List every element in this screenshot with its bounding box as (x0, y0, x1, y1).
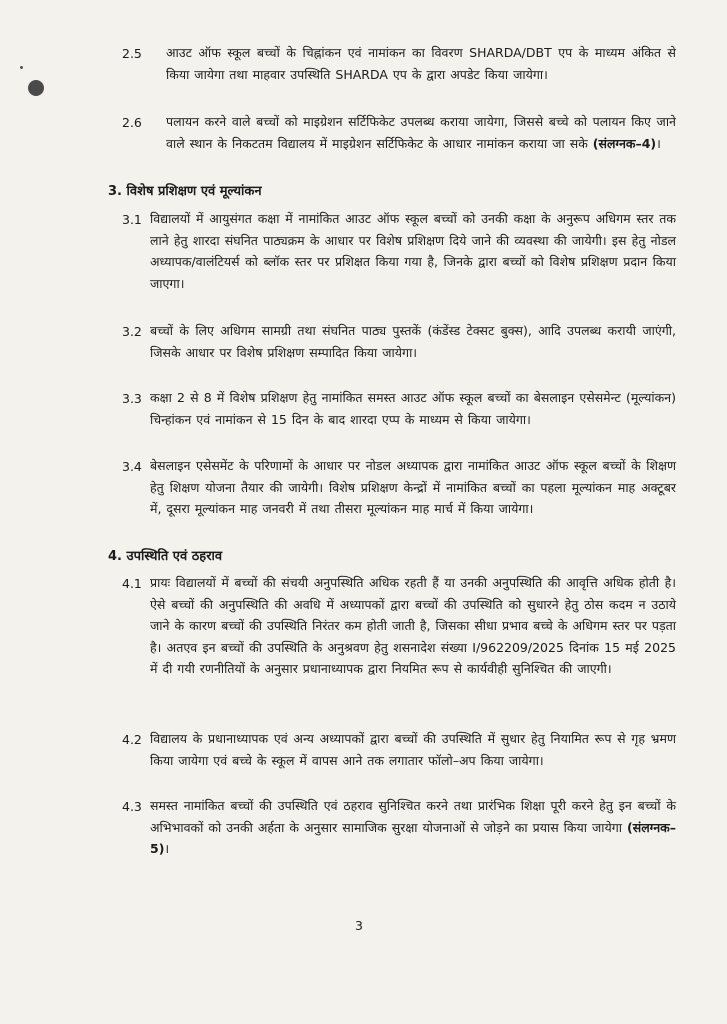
annexure-ref: (संलग्नक–5) (150, 819, 676, 856)
item-number: 3.4 (122, 459, 142, 474)
item-number: 4.2 (122, 732, 142, 747)
paragraph-3-2: बच्चों के लिए अधिगम सामग्री तथा संघनित पाठ्य पुस्तकें (कंडेंस्ड टेक्सट बुक्स), आदि उपलब्ध करायी जाएंगी, जिसके आधार पर विशेष प्रशिक्षण सम्पादित किया जायेगा। (150, 323, 676, 360)
paragraph-4-1: प्रायः विद्यालयों में बच्चों की संचयी अनुपस्थिति अधिक रहती हैं या उनकी अनुपस्थिति की आवृत्ति अधिक होती है। ऐसे बच्चों की अनुपस्थिति की अवधि में अध्यापकों द्वारा बच्चों की उपस्थिति को सुधारने हेतु ठोस कदम न उठाये जाने के कारण बच्चों की उपस्थिति निरंतर कम होती जाती है, जिसका सीधा प्रभाव बच्चे के अधिगम स्तर पर पड़ता है। अतएव इन बच्चों की उपस्थिति के अनुश्रवण हेतु शसनादेश संख्या I/962209/2025 दिनांक 15 मई 2025 में दी गयी रणनीतियों के अनुसार प्रधानाध्यापक द्वारा नियमित रूप से कार्यवीही सुनिश्चित की जाएगी। (150, 575, 676, 676)
paragraph-3-3: कक्षा 2 से 8 में विशेष प्रशिक्षण हेतु नामांकित समस्त आउट ऑफ स्कूल बच्चों का बेसलाइन एसेसमेन्ट (मूल्यांकन) चिन्हांकन एवं नामांकन से 15 दिन के बाद शारदा एप्प के माध्यम से किया जायेगा। (150, 390, 676, 427)
annexure-ref: (संलग्नक–4) (592, 135, 657, 151)
paragraph-text: पलायन करने वाले बच्चों को माइग्रेशन सर्टिफिकेट उपलब्ध कराया जायेगा, जिससे बच्चे को पलायन किए जाने वाले स्थान के निकटतम विद्यालय में माइग्रेशन सर्टिफिकेट के आधार नामांकन कराया जा सके (166, 114, 676, 151)
paragraph-text: समस्त नामांकित बच्चों की उपस्थिति एवं ठहराव सुनिश्चित करने तथा प्रारंभिक शिक्षा पूरी करने हेतु इन बच्चों के अभिभावकों को उनकी अर्हता के अनुसार सामाजिक सुरक्षा योजनाओं से जोड़ने का प्रयास किया जायेगा (150, 798, 676, 835)
item-number: 4.1 (122, 576, 142, 591)
paragraph-tail: । (656, 135, 661, 151)
item-number: 2.6 (122, 115, 142, 130)
paragraph-3-4: बेसलाइन एसेसमेंट के परिणामों के आधार पर नोडल अध्यापक द्वारा नामांकित आउट ऑफ स्कूल बच्चों के शिक्षण हेतु शिक्षण योजना तैयार की जायेगी। विशेष प्रशिक्षण केन्द्रों में नामांकित बच्चों का पहला मूल्यांकन माह अक्टूबर में, दूसरा मूल्यांकन माह जनवरी में तथा तीसरा मूल्यांकन माह मार्च में किया जायेगा। (150, 458, 676, 516)
page-number: 3 (355, 918, 363, 933)
section-heading-4: 4. उपस्थिति एवं ठहराव (108, 549, 223, 564)
paragraph-4-3 (150, 795, 676, 860)
item-number: 3.3 (122, 391, 142, 406)
paragraph-3-1: विद्यालयों में आयुसंगत कक्षा में नामांकित आउट ऑफ स्कूल बच्चों को उनकी कक्षा के अनुरूप अधिगम स्तर तक लाने हेतु शारदा संघनित पाठ्यक्रम के आधार पर विशेष प्रशिक्षण दिये जाने की व्यवस्था की जायेगी। इस हेतु नोडल अध्यापक/वालंटियर्स को ब्लॉक स्तर पर प्रशिक्षत किया गया है, जिनके द्वारा बच्चों को विशेष प्रशिक्षण प्रदान किया जाएगा। (150, 211, 676, 291)
item-number: 3.1 (122, 212, 142, 227)
item-number: 4.3 (122, 799, 142, 814)
paragraph-4-2: विद्यालय के प्रधानाध्यापक एवं अन्य अध्यापकों द्वारा बच्चों की उपस्थिति में सुधार हेतु नियामित रूप से गृह भ्रमण किया जायेगा एवं बच्चे के स्कूल में वापस आने तक लगातार फॉलो–अप किया जायेगा। (150, 731, 676, 768)
section-heading-3: 3. विशेष प्रशिक्षण एवं मूल्यांकन (108, 184, 262, 199)
paragraph-tail: । (164, 841, 170, 856)
punch-hole (28, 80, 44, 96)
paragraph-2-5: आउट ऑफ स्कूल बच्चों के चिह्नांकन एवं नामांकन का विवरण SHARDA/DBT एप के माध्यम अंकित से किया जायेगा तथा माहवार उपस्थिति SHARDA एप के द्वारा अपडेट किया जायेगा। (166, 45, 676, 82)
paragraph-2-6 (166, 111, 676, 154)
item-number: 3.2 (122, 324, 142, 339)
item-number: 2.5 (122, 46, 142, 61)
scan-speck (20, 66, 23, 69)
